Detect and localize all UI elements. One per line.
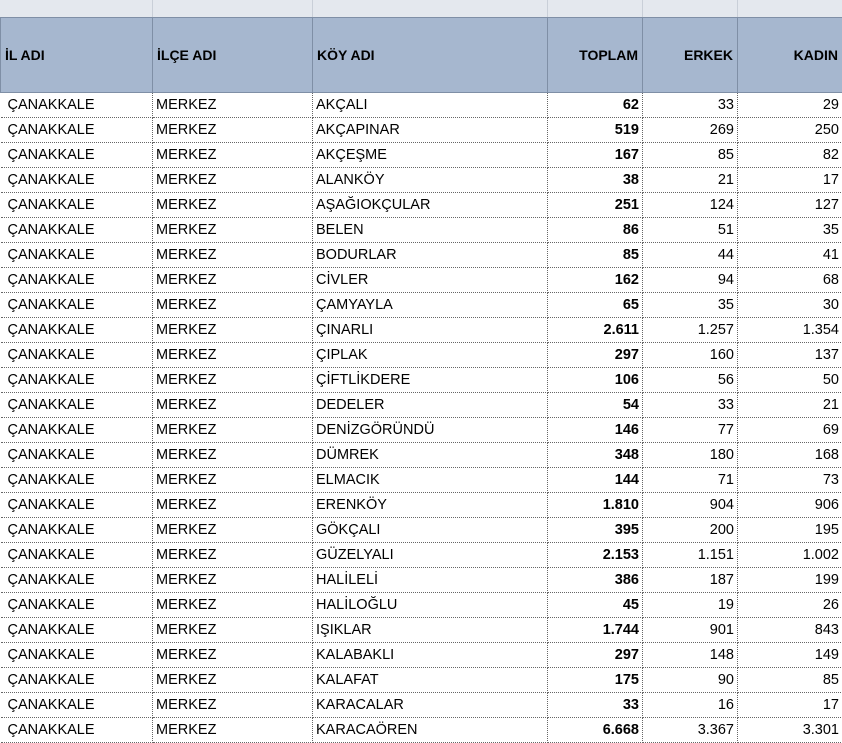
- cell-koy-adi[interactable]: ÇINARLI: [313, 318, 548, 343]
- cell-toplam[interactable]: 1.810: [548, 493, 643, 518]
- cell-koy-adi[interactable]: ELMACIK: [313, 468, 548, 493]
- cell-toplam[interactable]: 386: [548, 568, 643, 593]
- cell-koy-adi[interactable]: KALAFAT: [313, 668, 548, 693]
- cell-toplam[interactable]: 45: [548, 593, 643, 618]
- table-row: [1, 443, 842, 468]
- cell-erkek[interactable]: 21: [643, 168, 738, 193]
- table-row: [1, 93, 842, 118]
- cell-toplam[interactable]: 297: [548, 643, 643, 668]
- cell-toplam[interactable]: 65: [548, 293, 643, 318]
- header-koy-adi[interactable]: KÖY ADI: [313, 18, 548, 93]
- cell-toplam[interactable]: 146: [548, 418, 643, 443]
- cell-koy-adi[interactable]: AKÇAPINAR: [313, 118, 548, 143]
- cell-koy-adi[interactable]: AKÇALI: [313, 93, 548, 118]
- cell-ilce-adi[interactable]: MERKEZ: [153, 468, 313, 493]
- table-row: [1, 718, 842, 743]
- cell-ilce-adi[interactable]: MERKEZ: [153, 268, 313, 293]
- cell-erkek[interactable]: 56: [643, 368, 738, 393]
- cell-toplam[interactable]: 1.744: [548, 618, 643, 643]
- cell-ilce-adi[interactable]: MERKEZ: [153, 218, 313, 243]
- cell-il-adi[interactable]: ÇANAKKALE: [1, 418, 153, 443]
- header-erkek[interactable]: ERKEK: [643, 18, 738, 93]
- spreadsheet-table: [0, 17, 842, 743]
- table-body: [1, 93, 842, 743]
- cell-erkek[interactable]: 1.151: [643, 543, 738, 568]
- cell-erkek[interactable]: 3.367: [643, 718, 738, 743]
- header-toplam[interactable]: TOPLAM: [548, 18, 643, 93]
- cell-erkek[interactable]: 187: [643, 568, 738, 593]
- cell-ilce-adi[interactable]: MERKEZ: [153, 568, 313, 593]
- cell-ilce-adi[interactable]: MERKEZ: [153, 168, 313, 193]
- cell-kadin[interactable]: 26: [738, 593, 842, 618]
- cell-il-adi[interactable]: ÇANAKKALE: [1, 693, 153, 718]
- cell-toplam[interactable]: 2.611: [548, 318, 643, 343]
- cell-koy-adi[interactable]: ÇİFTLİKDERE: [313, 368, 548, 393]
- cell-erkek[interactable]: 33: [643, 93, 738, 118]
- cell-toplam[interactable]: 144: [548, 468, 643, 493]
- table-row: [1, 318, 842, 343]
- cell-koy-adi[interactable]: GÖKÇALI: [313, 518, 548, 543]
- cell-erkek[interactable]: 51: [643, 218, 738, 243]
- column-divider[interactable]: [547, 0, 548, 17]
- cell-kadin[interactable]: 68: [738, 268, 842, 293]
- cell-ilce-adi[interactable]: MERKEZ: [153, 443, 313, 468]
- cell-kadin[interactable]: 17: [738, 693, 842, 718]
- cell-il-adi[interactable]: ÇANAKKALE: [1, 543, 153, 568]
- cell-koy-adi[interactable]: ALANKÖY: [313, 168, 548, 193]
- cell-toplam[interactable]: 54: [548, 393, 643, 418]
- header-row: [1, 18, 842, 93]
- cell-il-adi[interactable]: ÇANAKKALE: [1, 93, 153, 118]
- cell-erkek[interactable]: 124: [643, 193, 738, 218]
- table-row: [1, 643, 842, 668]
- cell-koy-adi[interactable]: ÇIPLAK: [313, 343, 548, 368]
- cell-kadin[interactable]: 168: [738, 443, 842, 468]
- cell-kadin[interactable]: 85: [738, 668, 842, 693]
- cell-toplam[interactable]: 6.668: [548, 718, 643, 743]
- cell-erkek[interactable]: 90: [643, 668, 738, 693]
- cell-kadin[interactable]: 30: [738, 293, 842, 318]
- table-row: [1, 668, 842, 693]
- table-row: [1, 368, 842, 393]
- column-divider[interactable]: [737, 0, 738, 17]
- cell-koy-adi[interactable]: DENİZGÖRÜNDÜ: [313, 418, 548, 443]
- cell-ilce-adi[interactable]: MERKEZ: [153, 593, 313, 618]
- cell-ilce-adi[interactable]: MERKEZ: [153, 418, 313, 443]
- cell-erkek[interactable]: 35: [643, 293, 738, 318]
- column-divider[interactable]: [642, 0, 643, 17]
- cell-ilce-adi[interactable]: MERKEZ: [153, 693, 313, 718]
- cell-toplam[interactable]: 2.153: [548, 543, 643, 568]
- cell-koy-adi[interactable]: BODURLAR: [313, 243, 548, 268]
- cell-ilce-adi[interactable]: MERKEZ: [153, 618, 313, 643]
- cell-kadin[interactable]: 82: [738, 143, 842, 168]
- column-divider[interactable]: [152, 0, 153, 17]
- cell-kadin[interactable]: 127: [738, 193, 842, 218]
- cell-erkek[interactable]: 200: [643, 518, 738, 543]
- cell-kadin[interactable]: 41: [738, 243, 842, 268]
- cell-ilce-adi[interactable]: MERKEZ: [153, 518, 313, 543]
- cell-il-adi[interactable]: ÇANAKKALE: [1, 593, 153, 618]
- table-row: [1, 118, 842, 143]
- cell-koy-adi[interactable]: DÜMREK: [313, 443, 548, 468]
- cell-toplam[interactable]: 86: [548, 218, 643, 243]
- cell-ilce-adi[interactable]: MERKEZ: [153, 318, 313, 343]
- cell-erkek[interactable]: 77: [643, 418, 738, 443]
- table-row: [1, 143, 842, 168]
- cell-kadin[interactable]: 29: [738, 93, 842, 118]
- cell-kadin[interactable]: 35: [738, 218, 842, 243]
- cell-il-adi[interactable]: ÇANAKKALE: [1, 168, 153, 193]
- cell-koy-adi[interactable]: BELEN: [313, 218, 548, 243]
- cell-il-adi[interactable]: ÇANAKKALE: [1, 343, 153, 368]
- cell-koy-adi[interactable]: ÇAMYAYLA: [313, 293, 548, 318]
- cell-ilce-adi[interactable]: MERKEZ: [153, 343, 313, 368]
- cell-kadin[interactable]: 1.354: [738, 318, 842, 343]
- cell-kadin[interactable]: 73: [738, 468, 842, 493]
- cell-koy-adi[interactable]: AŞAĞIOKÇULAR: [313, 193, 548, 218]
- cell-koy-adi[interactable]: AKÇEŞME: [313, 143, 548, 168]
- cell-erkek[interactable]: 269: [643, 118, 738, 143]
- cell-erkek[interactable]: 33: [643, 393, 738, 418]
- cell-toplam[interactable]: 62: [548, 93, 643, 118]
- cell-kadin[interactable]: 250: [738, 118, 842, 143]
- cell-il-adi[interactable]: ÇANAKKALE: [1, 518, 153, 543]
- cell-ilce-adi[interactable]: MERKEZ: [153, 393, 313, 418]
- cell-ilce-adi[interactable]: MERKEZ: [153, 143, 313, 168]
- cell-erkek[interactable]: 85: [643, 143, 738, 168]
- table-row: [1, 193, 842, 218]
- cell-ilce-adi[interactable]: MERKEZ: [153, 668, 313, 693]
- cell-koy-adi[interactable]: HALİLOĞLU: [313, 593, 548, 618]
- cell-toplam[interactable]: 348: [548, 443, 643, 468]
- cell-kadin[interactable]: 69: [738, 418, 842, 443]
- cell-koy-adi[interactable]: KALABAKLI: [313, 643, 548, 668]
- cell-kadin[interactable]: 843: [738, 618, 842, 643]
- cell-ilce-adi[interactable]: MERKEZ: [153, 118, 313, 143]
- cell-erkek[interactable]: 904: [643, 493, 738, 518]
- cell-il-adi[interactable]: ÇANAKKALE: [1, 468, 153, 493]
- table-row: [1, 343, 842, 368]
- cell-koy-adi[interactable]: ERENKÖY: [313, 493, 548, 518]
- cell-il-adi[interactable]: ÇANAKKALE: [1, 143, 153, 168]
- cell-erkek[interactable]: 71: [643, 468, 738, 493]
- cell-koy-adi[interactable]: HALİLELİ: [313, 568, 548, 593]
- cell-il-adi[interactable]: ÇANAKKALE: [1, 368, 153, 393]
- cell-kadin[interactable]: 137: [738, 343, 842, 368]
- cell-koy-adi[interactable]: DEDELER: [313, 393, 548, 418]
- table-row: [1, 268, 842, 293]
- column-divider[interactable]: [312, 0, 313, 17]
- cell-ilce-adi[interactable]: MERKEZ: [153, 643, 313, 668]
- cell-ilce-adi[interactable]: MERKEZ: [153, 293, 313, 318]
- cell-toplam[interactable]: 162: [548, 268, 643, 293]
- cell-ilce-adi[interactable]: MERKEZ: [153, 718, 313, 743]
- cell-il-adi[interactable]: ÇANAKKALE: [1, 243, 153, 268]
- table-row: [1, 393, 842, 418]
- cell-erkek[interactable]: 44: [643, 243, 738, 268]
- cell-ilce-adi[interactable]: MERKEZ: [153, 543, 313, 568]
- cell-il-adi[interactable]: ÇANAKKALE: [1, 268, 153, 293]
- cell-erkek[interactable]: 180: [643, 443, 738, 468]
- cell-erkek[interactable]: 1.257: [643, 318, 738, 343]
- cell-kadin[interactable]: 195: [738, 518, 842, 543]
- cell-toplam[interactable]: 251: [548, 193, 643, 218]
- table-row: [1, 593, 842, 618]
- cell-il-adi[interactable]: ÇANAKKALE: [1, 668, 153, 693]
- table-row: [1, 568, 842, 593]
- cell-il-adi[interactable]: ÇANAKKALE: [1, 443, 153, 468]
- cell-ilce-adi[interactable]: MERKEZ: [153, 193, 313, 218]
- cell-toplam[interactable]: 38: [548, 168, 643, 193]
- cell-il-adi[interactable]: ÇANAKKALE: [1, 568, 153, 593]
- cell-kadin[interactable]: 17: [738, 168, 842, 193]
- cell-ilce-adi[interactable]: MERKEZ: [153, 368, 313, 393]
- cell-toplam[interactable]: 33: [548, 693, 643, 718]
- cell-kadin[interactable]: 149: [738, 643, 842, 668]
- cell-erkek[interactable]: 94: [643, 268, 738, 293]
- cell-koy-adi[interactable]: GÜZELYALI: [313, 543, 548, 568]
- cell-il-adi[interactable]: ÇANAKKALE: [1, 493, 153, 518]
- cell-ilce-adi[interactable]: MERKEZ: [153, 493, 313, 518]
- table-row: [1, 243, 842, 268]
- cell-il-adi[interactable]: ÇANAKKALE: [1, 218, 153, 243]
- cell-il-adi[interactable]: ÇANAKKALE: [1, 393, 153, 418]
- table-row: [1, 543, 842, 568]
- cell-koy-adi[interactable]: IŞIKLAR: [313, 618, 548, 643]
- cell-erkek[interactable]: 901: [643, 618, 738, 643]
- cell-toplam[interactable]: 175: [548, 668, 643, 693]
- table-row: [1, 468, 842, 493]
- cell-toplam[interactable]: 106: [548, 368, 643, 393]
- table-row: [1, 218, 842, 243]
- cell-toplam[interactable]: 167: [548, 143, 643, 168]
- table-row: [1, 618, 842, 643]
- cell-kadin[interactable]: 906: [738, 493, 842, 518]
- cell-ilce-adi[interactable]: MERKEZ: [153, 243, 313, 268]
- cell-koy-adi[interactable]: CİVLER: [313, 268, 548, 293]
- cell-kadin[interactable]: 21: [738, 393, 842, 418]
- cell-il-adi[interactable]: ÇANAKKALE: [1, 718, 153, 743]
- cell-toplam[interactable]: 297: [548, 343, 643, 368]
- cell-erkek[interactable]: 148: [643, 643, 738, 668]
- cell-toplam[interactable]: 85: [548, 243, 643, 268]
- table-row: [1, 293, 842, 318]
- table-row: [1, 168, 842, 193]
- header-ilce-adi[interactable]: İLÇE ADI: [153, 18, 313, 93]
- cell-toplam[interactable]: 395: [548, 518, 643, 543]
- table-row: [1, 693, 842, 718]
- cell-koy-adi[interactable]: KARACALAR: [313, 693, 548, 718]
- cell-ilce-adi[interactable]: MERKEZ: [153, 93, 313, 118]
- cell-il-adi[interactable]: ÇANAKKALE: [1, 118, 153, 143]
- cell-kadin[interactable]: 50: [738, 368, 842, 393]
- cell-toplam[interactable]: 519: [548, 118, 643, 143]
- cell-il-adi[interactable]: ÇANAKKALE: [1, 618, 153, 643]
- cell-kadin[interactable]: 199: [738, 568, 842, 593]
- header-kadin[interactable]: KADIN: [738, 18, 842, 93]
- table-row: [1, 418, 842, 443]
- cell-il-adi[interactable]: ÇANAKKALE: [1, 293, 153, 318]
- cell-kadin[interactable]: 3.301: [738, 718, 842, 743]
- table-row: [1, 493, 842, 518]
- cell-erkek[interactable]: 16: [643, 693, 738, 718]
- header-il-adi[interactable]: İL ADI: [1, 18, 153, 93]
- cell-koy-adi[interactable]: KARACAÖREN: [313, 718, 548, 743]
- cell-erkek[interactable]: 160: [643, 343, 738, 368]
- cell-il-adi[interactable]: ÇANAKKALE: [1, 643, 153, 668]
- cell-kadin[interactable]: 1.002: [738, 543, 842, 568]
- table-row: [1, 518, 842, 543]
- column-header-strip: [0, 0, 842, 17]
- cell-erkek[interactable]: 19: [643, 593, 738, 618]
- cell-il-adi[interactable]: ÇANAKKALE: [1, 193, 153, 218]
- cell-il-adi[interactable]: ÇANAKKALE: [1, 318, 153, 343]
